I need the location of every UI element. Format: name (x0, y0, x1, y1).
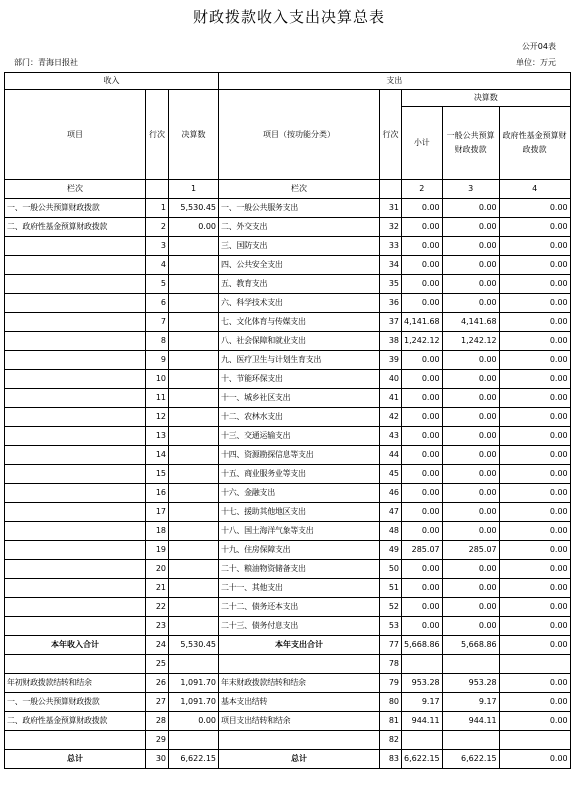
income-amount-header: 决算数 (169, 90, 219, 180)
general-budget-value: 4,141.68 (442, 313, 499, 332)
income-item (5, 294, 146, 313)
income-row-no: 20 (146, 560, 169, 579)
general-budget-value: 0.00 (442, 579, 499, 598)
expense-item: 四、公共安全支出 (219, 256, 380, 275)
gov-fund-value: 0.00 (499, 427, 570, 446)
expense-row-no-header: 行次 (380, 90, 402, 180)
general-budget-value: 0.00 (442, 522, 499, 541)
expense-row-no: 36 (380, 294, 402, 313)
expense-row-no: 39 (380, 351, 402, 370)
table-row (5, 503, 571, 522)
form-code-line (0, 41, 578, 52)
income-amount (169, 294, 219, 313)
subtotal-value: 5,668.86 (402, 636, 443, 655)
income-row-no: 14 (146, 446, 169, 465)
general-budget-value: 0.00 (442, 427, 499, 446)
expense-row-no: 52 (380, 598, 402, 617)
expense-row-no: 33 (380, 237, 402, 256)
income-item (5, 446, 146, 465)
subtotal-value: 944.11 (402, 712, 443, 731)
expense-lan-label: 栏次 (219, 180, 380, 199)
gov-fund-value: 0.00 (499, 446, 570, 465)
income-amount (169, 237, 219, 256)
income-item: 二、政府性基金预算财政拨款 (5, 218, 146, 237)
income-row-no: 15 (146, 465, 169, 484)
general-budget-value: 0.00 (442, 617, 499, 636)
expense-item: 十九、住房保障支出 (219, 541, 380, 560)
income-row-no: 27 (146, 693, 169, 712)
expense-item: 十二、农林水支出 (219, 408, 380, 427)
subtotal-value (402, 655, 443, 674)
income-row-no-header: 行次 (146, 90, 169, 180)
income-row-no: 3 (146, 237, 169, 256)
income-amount (169, 408, 219, 427)
gov-fund-value: 0.00 (499, 275, 570, 294)
general-budget-value: 0.00 (442, 446, 499, 465)
expense-item: 本年支出合计 (219, 636, 380, 655)
income-row-no: 13 (146, 427, 169, 446)
expense-item: 二十二、债务还本支出 (219, 598, 380, 617)
income-item (5, 389, 146, 408)
expense-row-no: 77 (380, 636, 402, 655)
expense-item: 六、科学技术支出 (219, 294, 380, 313)
income-item (5, 731, 146, 750)
gov-fund-value: 0.00 (499, 218, 570, 237)
expense-item: 项目支出结转和结余 (219, 712, 380, 731)
income-amount (169, 332, 219, 351)
income-amount: 0.00 (169, 218, 219, 237)
expense-row-no: 40 (380, 370, 402, 389)
page-title: 财政拨款收入支出决算总表 (192, 8, 385, 26)
gov-fund-value: 0.00 (499, 256, 570, 275)
income-row-no: 17 (146, 503, 169, 522)
general-budget-value: 0.00 (442, 294, 499, 313)
expense-row-no: 51 (380, 579, 402, 598)
income-amount (169, 351, 219, 370)
table-row (5, 674, 571, 693)
expense-item: 一、一般公共服务支出 (219, 199, 380, 218)
income-row-no: 28 (146, 712, 169, 731)
income-item: 本年收入合计 (5, 636, 146, 655)
general-budget-value: 9.17 (442, 693, 499, 712)
table-row (5, 199, 571, 218)
meta-line (0, 57, 578, 68)
expense-item: 十、节能环保支出 (219, 370, 380, 389)
income-row-no: 10 (146, 370, 169, 389)
income-item-header: 项目 (5, 90, 146, 180)
expense-row-no: 49 (380, 541, 402, 560)
subtotal-value: 0.00 (402, 465, 443, 484)
general-budget-value: 0.00 (442, 484, 499, 503)
expense-item: 基本支出结转 (219, 693, 380, 712)
gov-fund-value: 0.00 (499, 503, 570, 522)
subtotal-value: 4,141.68 (402, 313, 443, 332)
income-item: 总计 (5, 750, 146, 769)
gov-fund-value (499, 655, 570, 674)
income-item (5, 617, 146, 636)
general-budget-value: 0.00 (442, 256, 499, 275)
income-amount (169, 579, 219, 598)
table-row (5, 256, 571, 275)
table-row (5, 332, 571, 351)
expense-lan-no (380, 180, 402, 199)
general-budget-value: 0.00 (442, 218, 499, 237)
income-amount (169, 465, 219, 484)
subtotal-value: 0.00 (402, 427, 443, 446)
expense-header: 支出 (219, 73, 571, 90)
table-row (5, 275, 571, 294)
income-amount (169, 446, 219, 465)
table-row (5, 446, 571, 465)
income-row-no: 25 (146, 655, 169, 674)
gov-fund-value: 0.00 (499, 465, 570, 484)
income-item (5, 541, 146, 560)
gov-fund-value: 0.00 (499, 598, 570, 617)
subtotal-value: 0.00 (402, 389, 443, 408)
income-row-no: 26 (146, 674, 169, 693)
general-budget-value: 1,242.12 (442, 332, 499, 351)
subtotal-value: 0.00 (402, 218, 443, 237)
expense-row-no: 35 (380, 275, 402, 294)
subtotal-value: 0.00 (402, 294, 443, 313)
expense-item: 九、医疗卫生与计划生育支出 (219, 351, 380, 370)
subtotal-value: 0.00 (402, 256, 443, 275)
subtotal-value: 0.00 (402, 579, 443, 598)
expense-row-no: 31 (380, 199, 402, 218)
expense-row-no: 42 (380, 408, 402, 427)
general-budget-value: 953.28 (442, 674, 499, 693)
gov-fund-header: 政府性基金预算财政拨款 (499, 107, 570, 180)
expense-item: 十七、援助其他地区支出 (219, 503, 380, 522)
expense-row-no: 32 (380, 218, 402, 237)
expense-row-no: 45 (380, 465, 402, 484)
table-row (5, 750, 571, 769)
expense-row-no: 78 (380, 655, 402, 674)
income-row-no: 8 (146, 332, 169, 351)
gov-fund-value: 0.00 (499, 522, 570, 541)
income-item (5, 313, 146, 332)
income-item (5, 522, 146, 541)
income-amount (169, 484, 219, 503)
expense-row-no: 43 (380, 427, 402, 446)
gov-fund-value: 0.00 (499, 199, 570, 218)
func-item-header: 项目（按功能分类） (219, 90, 380, 180)
col-4-label: 4 (499, 180, 570, 199)
expense-row-no: 79 (380, 674, 402, 693)
gov-fund-value: 0.00 (499, 750, 570, 769)
gov-fund-value: 0.00 (499, 674, 570, 693)
income-item: 一、一般公共预算财政拨款 (5, 199, 146, 218)
income-amount (169, 617, 219, 636)
gov-fund-value: 0.00 (499, 693, 570, 712)
income-row-no: 29 (146, 731, 169, 750)
gov-fund-value: 0.00 (499, 579, 570, 598)
general-budget-value: 0.00 (442, 503, 499, 522)
expense-row-no: 34 (380, 256, 402, 275)
expense-row-no: 83 (380, 750, 402, 769)
income-row-no: 4 (146, 256, 169, 275)
table-row (5, 351, 571, 370)
income-amount (169, 655, 219, 674)
subtotal-value: 0.00 (402, 408, 443, 427)
expense-item: 总计 (219, 750, 380, 769)
gov-fund-value: 0.00 (499, 294, 570, 313)
expense-row-no: 38 (380, 332, 402, 351)
general-budget-value: 0.00 (442, 237, 499, 256)
expense-row-no: 50 (380, 560, 402, 579)
income-item (5, 465, 146, 484)
table-row (5, 579, 571, 598)
income-item (5, 408, 146, 427)
income-amount (169, 389, 219, 408)
subtotal-value: 0.00 (402, 484, 443, 503)
gov-fund-value: 0.00 (499, 560, 570, 579)
subtotal-value: 1,242.12 (402, 332, 443, 351)
expense-item: 十四、资源勘探信息等支出 (219, 446, 380, 465)
gov-fund-value (499, 731, 570, 750)
expense-row-no: 53 (380, 617, 402, 636)
gov-fund-value: 0.00 (499, 636, 570, 655)
expense-item: 八、社会保障和就业支出 (219, 332, 380, 351)
gov-fund-value: 0.00 (499, 712, 570, 731)
income-amount (169, 522, 219, 541)
subtotal-value: 0.00 (402, 199, 443, 218)
table-row (5, 313, 571, 332)
income-amount (169, 541, 219, 560)
income-row-no: 16 (146, 484, 169, 503)
table-row (5, 484, 571, 503)
gov-fund-value: 0.00 (499, 617, 570, 636)
expense-row-no: 44 (380, 446, 402, 465)
table-row (5, 655, 571, 674)
table-row (5, 389, 571, 408)
table-row (5, 693, 571, 712)
income-row-no: 1 (146, 199, 169, 218)
expense-item: 年末财政拨款结转和结余 (219, 674, 380, 693)
general-budget-value (442, 655, 499, 674)
income-amount (169, 313, 219, 332)
table-row (5, 617, 571, 636)
table-row (5, 218, 571, 237)
expense-row-no: 41 (380, 389, 402, 408)
table-row (5, 294, 571, 313)
col-3-label: 3 (442, 180, 499, 199)
income-amount: 1,091.70 (169, 693, 219, 712)
income-amount (169, 370, 219, 389)
table-row (5, 598, 571, 617)
general-budget-value: 0.00 (442, 351, 499, 370)
gov-fund-value: 0.00 (499, 237, 570, 256)
table-row (5, 541, 571, 560)
table-row (5, 731, 571, 750)
gov-fund-value: 0.00 (499, 370, 570, 389)
expense-row-no: 46 (380, 484, 402, 503)
general-budget-value: 0.00 (442, 598, 499, 617)
subtotal-value: 9.17 (402, 693, 443, 712)
general-budget-value: 0.00 (442, 465, 499, 484)
income-item (5, 351, 146, 370)
general-budget-value: 944.11 (442, 712, 499, 731)
income-row-no: 5 (146, 275, 169, 294)
table-row (5, 560, 571, 579)
unit-label: 单位：万元 (516, 58, 556, 67)
expense-item: 七、文化体育与传媒支出 (219, 313, 380, 332)
gov-fund-value: 0.00 (499, 484, 570, 503)
income-header: 收入 (5, 73, 219, 90)
table-row (5, 636, 571, 655)
expense-item: 二十一、其他支出 (219, 579, 380, 598)
income-amount (169, 560, 219, 579)
expense-row-no: 37 (380, 313, 402, 332)
form-code: 公开04表 (521, 42, 556, 51)
expense-item: 二、外交支出 (219, 218, 380, 237)
gov-fund-value: 0.00 (499, 351, 570, 370)
income-amount (169, 598, 219, 617)
expense-row-no: 81 (380, 712, 402, 731)
table-row (5, 465, 571, 484)
income-item (5, 503, 146, 522)
income-amount: 5,530.45 (169, 199, 219, 218)
expense-row-no: 48 (380, 522, 402, 541)
income-item (5, 332, 146, 351)
income-amount (169, 731, 219, 750)
expense-item: 十八、国土海洋气象等支出 (219, 522, 380, 541)
income-amount (169, 275, 219, 294)
income-amount (169, 256, 219, 275)
income-lan-label: 栏次 (5, 180, 146, 199)
gov-fund-value: 0.00 (499, 313, 570, 332)
subtotal-value: 0.00 (402, 351, 443, 370)
general-budget-value: 285.07 (442, 541, 499, 560)
income-item (5, 427, 146, 446)
general-budget-value: 0.00 (442, 389, 499, 408)
income-item (5, 237, 146, 256)
income-row-no: 9 (146, 351, 169, 370)
income-row-no: 21 (146, 579, 169, 598)
subtotal-value: 285.07 (402, 541, 443, 560)
subtotal-header: 小计 (402, 107, 443, 180)
col-2-label: 2 (402, 180, 443, 199)
subtotal-value: 0.00 (402, 617, 443, 636)
income-amount: 6,622.15 (169, 750, 219, 769)
gov-fund-value: 0.00 (499, 408, 570, 427)
subtotal-value (402, 731, 443, 750)
income-item (5, 256, 146, 275)
general-budget-value: 6,622.15 (442, 750, 499, 769)
subtotal-value: 6,622.15 (402, 750, 443, 769)
income-amount: 5,530.45 (169, 636, 219, 655)
income-row-no: 24 (146, 636, 169, 655)
expense-row-no: 80 (380, 693, 402, 712)
income-item: 二、政府性基金预算财政拨款 (5, 712, 146, 731)
income-amount: 0.00 (169, 712, 219, 731)
table-row (5, 522, 571, 541)
income-row-no: 2 (146, 218, 169, 237)
income-row-no: 7 (146, 313, 169, 332)
expense-item: 十三、交通运输支出 (219, 427, 380, 446)
general-budget-value (442, 731, 499, 750)
subtotal-value: 0.00 (402, 237, 443, 256)
table-row (5, 370, 571, 389)
subtotal-value: 0.00 (402, 560, 443, 579)
subtotal-value: 0.00 (402, 598, 443, 617)
subtotal-value: 953.28 (402, 674, 443, 693)
income-row-no: 18 (146, 522, 169, 541)
gov-fund-value: 0.00 (499, 389, 570, 408)
budget-table (4, 72, 571, 769)
expense-item: 五、教育支出 (219, 275, 380, 294)
expense-item: 十六、金融支出 (219, 484, 380, 503)
general-budget-value: 0.00 (442, 408, 499, 427)
table-row (5, 237, 571, 256)
income-item (5, 484, 146, 503)
income-amount: 1,091.70 (169, 674, 219, 693)
income-amount (169, 427, 219, 446)
final-group-header: 决算数 (402, 90, 571, 107)
general-budget-value: 0.00 (442, 275, 499, 294)
gov-fund-value: 0.00 (499, 332, 570, 351)
subtotal-value: 0.00 (402, 275, 443, 294)
general-budget-value: 0.00 (442, 560, 499, 579)
income-item (5, 370, 146, 389)
general-budget-value: 0.00 (442, 199, 499, 218)
income-item (5, 655, 146, 674)
income-item: 一、一般公共预算财政拨款 (5, 693, 146, 712)
subtotal-value: 0.00 (402, 522, 443, 541)
table-row (5, 408, 571, 427)
table-row (5, 427, 571, 446)
income-row-no: 11 (146, 389, 169, 408)
income-lan-no (146, 180, 169, 199)
col-1-label: 1 (169, 180, 219, 199)
subtotal-value: 0.00 (402, 503, 443, 522)
expense-item: 三、国防支出 (219, 237, 380, 256)
general-budget-value: 0.00 (442, 370, 499, 389)
subtotal-value: 0.00 (402, 370, 443, 389)
income-row-no: 12 (146, 408, 169, 427)
expense-row-no: 82 (380, 731, 402, 750)
table-row (5, 712, 571, 731)
expense-item: 二十、粮油物资储备支出 (219, 560, 380, 579)
expense-item (219, 655, 380, 674)
income-row-no: 19 (146, 541, 169, 560)
expense-row-no: 47 (380, 503, 402, 522)
expense-item (219, 731, 380, 750)
income-row-no: 30 (146, 750, 169, 769)
income-amount (169, 503, 219, 522)
income-item (5, 579, 146, 598)
income-item (5, 275, 146, 294)
general-budget-value: 5,668.86 (442, 636, 499, 655)
income-row-no: 6 (146, 294, 169, 313)
income-item (5, 560, 146, 579)
income-item: 年初财政拨款结转和结余 (5, 674, 146, 693)
income-row-no: 22 (146, 598, 169, 617)
expense-item: 十一、城乡社区支出 (219, 389, 380, 408)
expense-item: 二十三、债务付息支出 (219, 617, 380, 636)
income-item (5, 598, 146, 617)
subtotal-value: 0.00 (402, 446, 443, 465)
expense-item: 十五、商业服务业等支出 (219, 465, 380, 484)
gov-fund-value: 0.00 (499, 541, 570, 560)
department-label: 部门：青海日报社 (14, 58, 78, 67)
general-budget-header: 一般公共预算财政拨款 (442, 107, 499, 180)
income-row-no: 23 (146, 617, 169, 636)
